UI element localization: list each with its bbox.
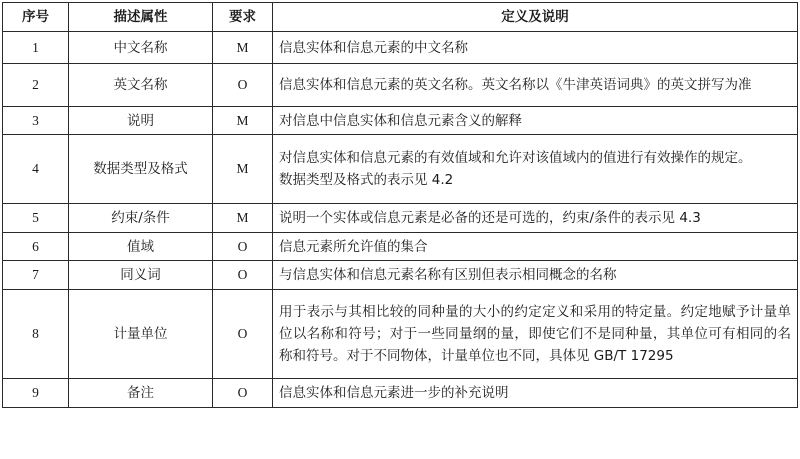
table-row [3,290,798,379]
row-attribute: 数据类型及格式 [69,135,213,204]
table-row [3,233,798,261]
row-attribute: 约束/条件 [69,204,213,233]
row-number: 8 [3,290,69,379]
definition-line: 信息元素所允许值的集合 [279,238,428,255]
row-requirement: O [213,261,273,290]
row-requirement: O [213,290,273,379]
row-definition [273,379,798,408]
row-attribute: 说明 [69,107,213,135]
row-definition [273,290,798,379]
definition-line: 信息实体和信息元素的英文名称。英文名称以《牛津英语词典》的英文拼写为准 [279,77,752,93]
row-requirement: O [213,233,273,261]
table-header-row [3,3,798,32]
row-attribute: 备注 [69,379,213,408]
header-requirement: 要求 [213,3,273,32]
header-no: 序号 [3,3,69,32]
definition-line: 信息实体和信息元素进一步的补充说明 [279,385,509,401]
row-requirement: M [213,32,273,64]
definition-line: 数据类型及格式的表示见 4.2 [279,172,454,188]
row-requirement: M [213,107,273,135]
row-number: 3 [3,107,69,135]
row-number: 7 [3,261,69,290]
row-requirement: O [213,379,273,408]
definition-line: 对信息实体和信息元素的有效值域和允许对该值域内的值进行有效操作的规定。 [279,150,752,166]
row-number: 2 [3,64,69,107]
row-requirement: M [213,204,273,233]
table-row [3,135,798,204]
table-row [3,379,798,408]
row-definition [273,204,798,233]
row-requirement: O [213,64,273,107]
row-definition [273,107,798,135]
row-number: 6 [3,233,69,261]
row-number: 1 [3,32,69,64]
attribute-table [2,2,798,408]
row-definition [273,261,798,290]
table-row [3,204,798,233]
row-attribute: 同义词 [69,261,213,290]
row-attribute: 计量单位 [69,290,213,379]
row-attribute: 值域 [69,233,213,261]
row-definition [273,233,798,261]
table-row [3,32,798,64]
header-attribute: 描述属性 [69,3,213,32]
row-attribute: 中文名称 [69,32,213,64]
row-definition [273,135,798,204]
row-number: 4 [3,135,69,204]
definition-line: 信息实体和信息元素的中文名称 [279,39,468,56]
definition-line: 用于表示与其相比较的同种量的大小的约定定义和采用的特定量。约定地赋予计量单位以名称和符号；对于一些同量纲的量，即使它们不是同种量，其单位可有相同的名称和符号。对于不同物体，计量单位也不同，具体见 GB/T 17295 [279,304,791,364]
table-row [3,107,798,135]
header-definition: 定义及说明 [273,3,798,32]
row-definition [273,64,798,107]
row-attribute: 英文名称 [69,64,213,107]
row-number: 5 [3,204,69,233]
definition-line: 对信息中信息实体和信息元素含义的解释 [279,112,522,129]
row-definition [273,32,798,64]
table-body [3,32,798,408]
table-row [3,261,798,290]
row-requirement: M [213,135,273,204]
definition-line: 说明一个实体或信息元素是必备的还是可选的，约束/条件的表示见 4.3 [279,210,701,226]
row-number: 9 [3,379,69,408]
table-row [3,64,798,107]
definition-line: 与信息实体和信息元素名称有区别但表示相同概念的名称 [279,267,617,283]
